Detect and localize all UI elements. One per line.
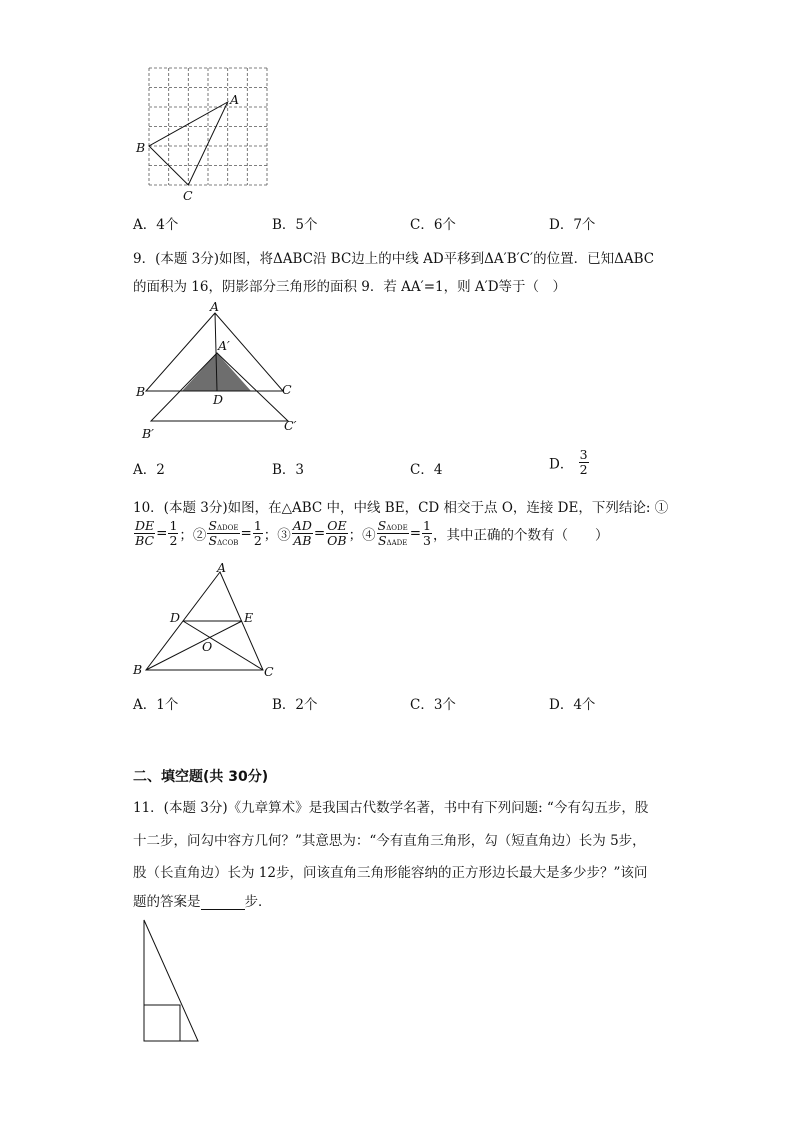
q10-c1-rhs-den: 2 — [169, 532, 178, 548]
q8-grid-figure — [130, 60, 280, 205]
q11-right-triangle-figure — [140, 915, 205, 1047]
q10-c4-num-sub: ΔODE — [386, 524, 408, 532]
q10-c1-den: BC — [135, 532, 155, 548]
q8-label-b: B — [136, 140, 146, 155]
q10-c2-den-s: S — [208, 532, 218, 548]
q10-stem-suffix: ，其中正确的个数有（ ） — [432, 527, 609, 544]
q10-c2-num-s: S — [208, 518, 217, 533]
q11-line4-suffix: 步． — [244, 894, 272, 910]
q9-option-d-numerator: 3 — [579, 447, 588, 462]
q10-c1-sep: ；② — [179, 527, 207, 544]
q11-answer-blank[interactable] — [201, 895, 245, 910]
q8-option-a: A．4个 — [133, 217, 179, 233]
q10-c2-rhs — [253, 519, 263, 548]
q10-option-c: C．3个 — [410, 697, 456, 713]
q10-c1-num: DE — [135, 518, 155, 533]
q10-option-a: A．1个 — [133, 697, 179, 713]
q11-right-triangle — [144, 920, 198, 1041]
q9-label-b: B — [136, 384, 146, 399]
q9-option-d-letter: D． — [549, 456, 574, 473]
q10-median-be — [146, 621, 242, 670]
q10-label-a: A — [217, 560, 227, 575]
q10-c1-rhs-num: 1 — [169, 518, 178, 533]
q10-c1-rhs — [168, 519, 178, 548]
q10-c4-den-s: S — [377, 532, 387, 548]
q10-c3-sep: ；④ — [348, 527, 376, 544]
q10-conclusions-line: $\frac{DE}{BC}$ = $\frac{1}{2}$ ；② $\frac{\text{SΔDOE}}{\text{SΔCOB}}$ = $\frac{1}{2}$ ；③ $\frac{AD}{AB}$ = $\frac{OE}{OB}$ ；④ $\frac{\text{SΔODE}}{\text{SΔADE}}$ = $\frac{1}{3}$ ，其中正确的个数有（ ） — [135, 518, 609, 548]
q10-c2-lhs — [207, 519, 239, 548]
q9-translation-figure — [130, 300, 310, 445]
q10-c4-num-s: S — [377, 518, 387, 533]
q10-c3-den: AB — [293, 532, 312, 548]
q10-c2-sep: ；③ — [263, 527, 291, 544]
q10-option-b: B．2个 — [272, 697, 318, 713]
q10-option-d: D．4个 — [549, 697, 596, 713]
q9-label-a: A — [210, 300, 220, 314]
q10-c4-rhs-den: 3 — [423, 532, 431, 548]
q8-option-d: D．7个 — [549, 217, 596, 233]
q10-c3-rhs — [326, 519, 347, 548]
q11-line4 — [133, 890, 272, 910]
section-fill-in-title: 二、填空题(共 30分) — [133, 769, 269, 785]
q9-option-c: C．4 — [410, 462, 443, 478]
q9-stem-line1: 9．(本题 3分)如图，将ΔABC沿 BC边上的中线 AD平移到ΔA′B′C′的位置．已知ΔABC — [133, 251, 655, 267]
q10-c4-rhs-num: 1 — [423, 518, 431, 533]
q10-c3-num: AD — [292, 518, 312, 533]
q11-line2: 十二步，问勾中容方几何？”其意思为：“今有直角三角形，勾（短直角边）长为 5步， — [133, 833, 646, 849]
q9-option-d-denominator: 2 — [579, 461, 588, 477]
q10-stem-prefix: 10．(本题 3分)如图，在△ABC 中，中线 BE，CD 相交于点 O，连接 DE，下列结论: ① — [133, 500, 669, 516]
q10-c2-rhs-den: 2 — [253, 532, 262, 548]
q10-c2-den-sub: ΔCOB — [217, 538, 239, 547]
q10-c4-rhs — [422, 519, 432, 548]
q8-grid-lines — [149, 68, 267, 185]
q8-label-c: C — [183, 188, 193, 203]
q9-label-b-prime: B′ — [142, 426, 155, 441]
q11-line4-prefix: 题的答案是 — [133, 894, 201, 910]
q10-label-b: B — [133, 662, 143, 677]
q11-line3: 股（长直角边）长为 12步，问该直角三角形能容纳的正方形边长最大是多少步？”该问 — [133, 865, 648, 881]
q10-label-o: O — [202, 639, 213, 654]
q10-c4-den-sub: ΔADE — [386, 538, 408, 547]
q10-c3-num2: OE — [327, 518, 347, 533]
q8-option-c: C．6个 — [410, 217, 456, 233]
q9-label-a-prime: A′ — [218, 338, 230, 353]
q9-label-c-prime: C′ — [284, 418, 297, 433]
q10-c1-lhs — [134, 519, 155, 548]
q9-option-d — [549, 448, 590, 477]
q9-option-a: A．2 — [133, 462, 165, 478]
q10-c3-den2: OB — [327, 532, 347, 548]
q8-option-b: B．5个 — [272, 217, 318, 233]
q10-c2-rhs-num: 1 — [253, 518, 262, 533]
q11-inscribed-square — [144, 1005, 180, 1041]
q10-c2-num-sub: ΔDOE — [217, 524, 239, 532]
q9-label-c: C — [282, 382, 292, 397]
q10-label-c: C — [264, 664, 274, 679]
q8-label-a: A — [230, 92, 240, 107]
q10-c4-lhs — [377, 519, 409, 548]
q10-label-d: D — [170, 610, 181, 625]
q10-c3-lhs — [292, 519, 313, 548]
q9-option-b: B．3 — [272, 462, 305, 478]
q10-label-e: E — [244, 610, 254, 625]
q11-line1: 11．(本题 3分)《九章算术》是我国古代数学名著，书中有下列问题: “今有勾五步，股 — [133, 800, 649, 816]
q10-medians-figure — [130, 560, 280, 685]
q9-stem-line2: 的面积为 16，阴影部分三角形的面积 9．若 AA′=1，则 A′D等于（ ） — [133, 279, 567, 295]
q9-label-d: D — [213, 392, 224, 407]
q9-option-d-fraction — [579, 448, 589, 477]
